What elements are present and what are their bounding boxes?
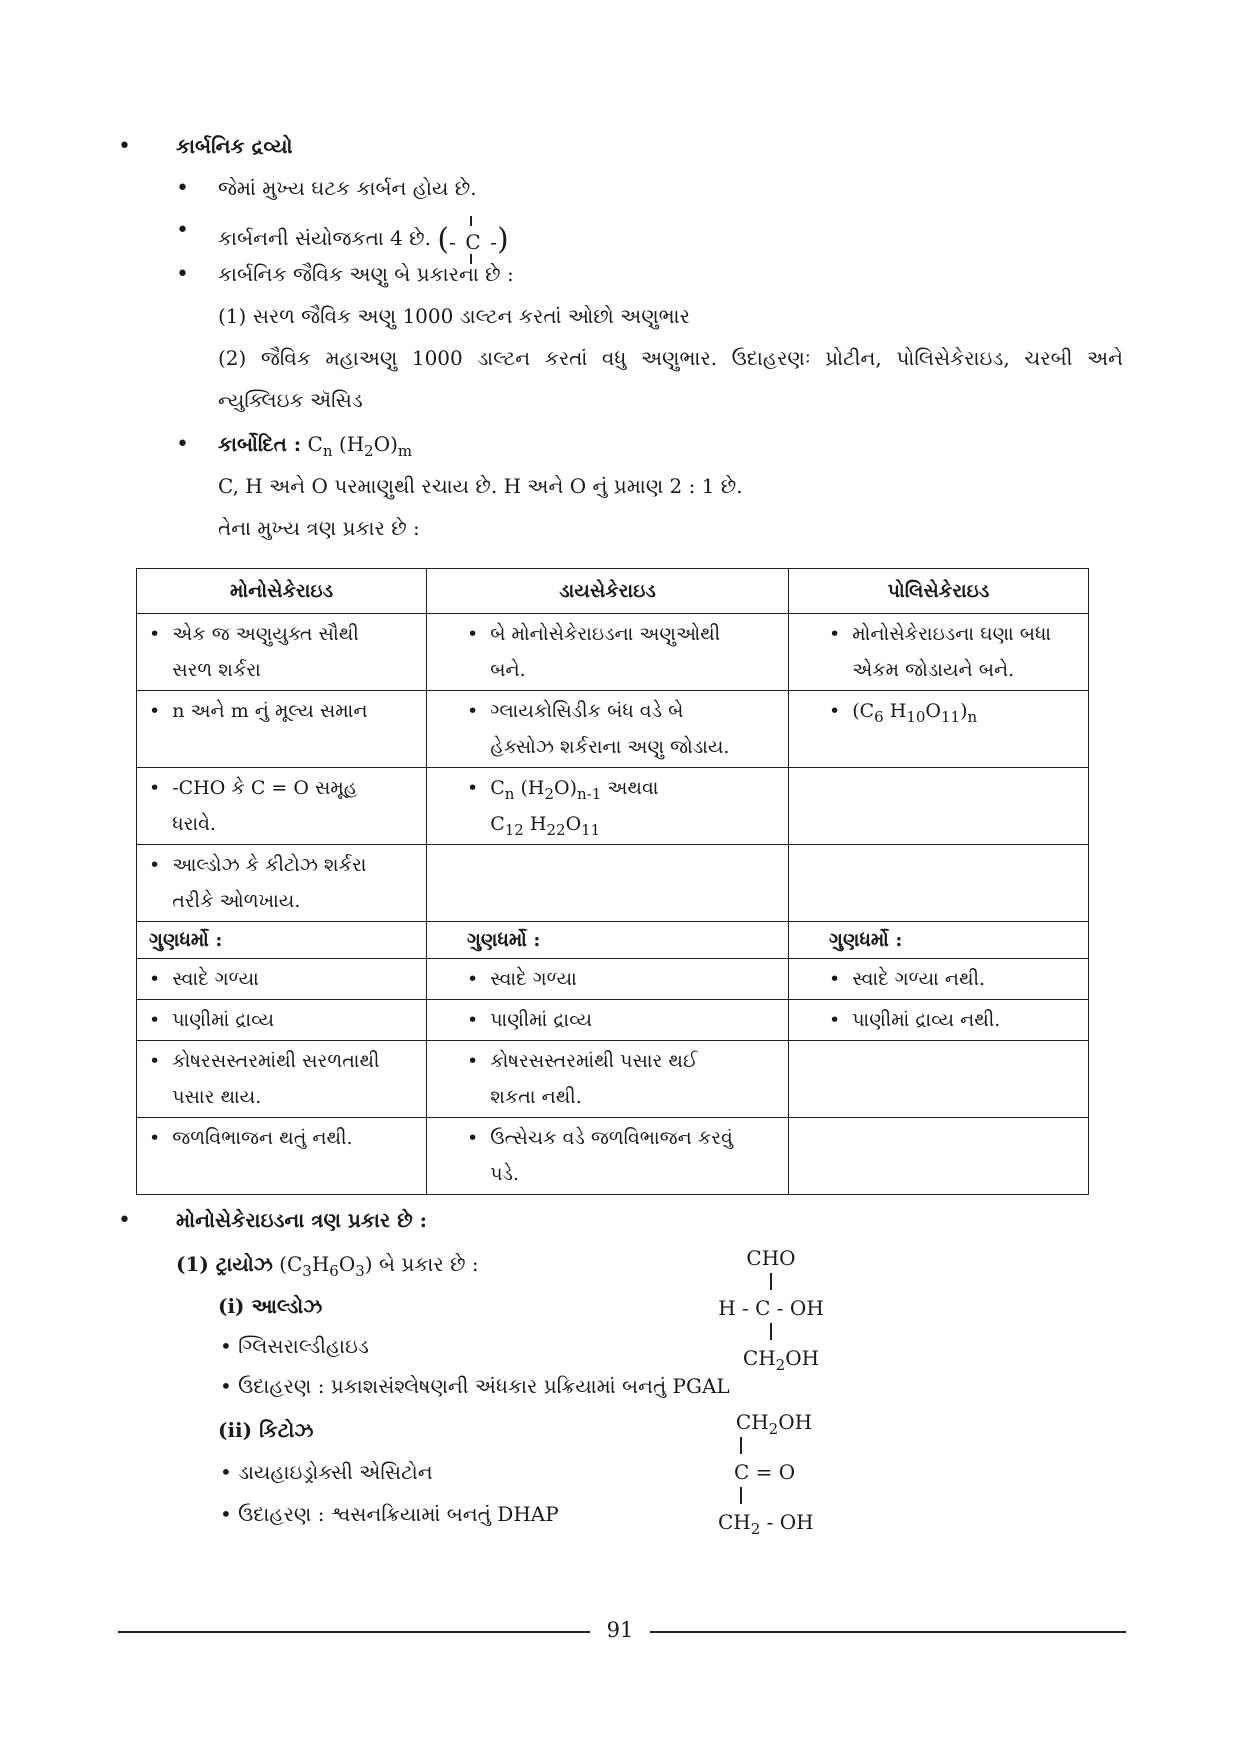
table-row: • આલ્ડોઝ કે કીટોઝ શર્કરા તરીકે ઓળખાય.: [137, 845, 1089, 922]
section-title-mono: મોનોસેકેરાઇડના ત્રણ પ્રકાર છે :: [176, 1208, 427, 1232]
type-line-2-cont: ન્યુક્લિઇક ઍસિડ: [218, 388, 363, 412]
list-bullet: •: [176, 262, 189, 287]
section-bullet: •: [118, 134, 131, 159]
triose-line: (1) ટ્રાયોઝ $(C_3H_6O_3)$ બે પ્રકાર છે :: [176, 1252, 479, 1280]
dihydroxyacetone-structure: $CH_2OH$ C = O $CH_2$ - OH: [718, 1410, 814, 1538]
list-item: • ઉદાહરણ : પ્રકાશસંશ્લેષણની અંધકાર પ્રક્રિયામાં બનતું PGAL: [220, 1374, 730, 1398]
table-row-properties-header: ગુણધર્મો : ગુણધર્મો : ગુણધર્મો :: [137, 922, 1089, 959]
carbohydrate-formula: $C_n$ $(H_2O)_m$: [307, 432, 413, 460]
carbohydrate-desc: C, H અને O પરમાણુથી રચાય છે. H અને O નું પ્રમાણ 2 : 1 છે.: [218, 474, 743, 498]
glyceraldehyde-structure: CHO H - C - OH $CH_2OH$: [718, 1246, 824, 1374]
list-item: • ઉદાહરણ : શ્વસનક્રિયામાં બનતું DHAP: [220, 1502, 559, 1526]
carbohydrate-label: કાર્બોદિત :: [218, 432, 302, 456]
valency-symbol: (- C -): [437, 222, 508, 257]
table-row: • એક જ અણુયુક્ત સૌથી સરળ શર્કરા • બે મોનોસેકેરાઇડના અણુઓથી બને. • મોનોસેકેરાઇડના ઘણા બધા એકમ જોડાયને બને.: [137, 614, 1089, 691]
list-item: કાર્બનિક જૈવિક અણુ બે પ્રકારના છે :: [218, 262, 514, 286]
page-number: 91: [606, 1618, 634, 1642]
di-formula: $C_n$ $(H_2O)_{n-1}$ અથવા $C_{12}$ $H_{22}O_{11}$: [490, 777, 659, 839]
carbohydrate-table: [136, 568, 1089, 1195]
footer-rule-right: [650, 1631, 1126, 1633]
table-header-poly: પોલિસેકેરાઇડ: [789, 569, 1089, 614]
list-bullet: •: [176, 432, 189, 457]
list-item: જેમાં મુખ્ય ઘટક કાર્બન હોય છે.: [218, 176, 477, 200]
table-row: • જળવિભાજન થતું નથી. • ઉત્સેચક વડે જળવિભાજન કરવું પડે.: [137, 1118, 1089, 1195]
ketose-label: (ii) કિટોઝ: [218, 1418, 314, 1442]
section-bullet: •: [118, 1208, 131, 1233]
carbohydrate-line: [218, 432, 413, 460]
carbohydrate-types-intro: તેના મુખ્ય ત્રણ પ્રકાર છે :: [218, 516, 420, 540]
type-line-1: (1) સરળ જૈવિક અણુ 1000 ડાલ્ટન કરતાં ઓછો અણુભાર: [218, 304, 690, 328]
triose-formula: $(C_3H_6O_3)$: [272, 1252, 373, 1280]
valency-text: કાર્બનની સંયોજકતા 4 છે.: [218, 226, 431, 250]
list-item: • ગ્લિસરાલ્ડીહાઇડ: [220, 1334, 369, 1358]
table-row: • પાણીમાં દ્રાવ્ય • પાણીમાં દ્રાવ્ય • પાણીમાં દ્રાવ્ય નથી.: [137, 1000, 1089, 1041]
section-title-organic: કાર્બનિક દ્રવ્યો: [176, 134, 293, 158]
type-line-2: (2) જૈવિક મહાઅણુ 1000 ડાલ્ટન કરતાં વધુ અણુભાર. ઉદાહરણઃ પ્રોટીન, પોલિસેકેરાઇડ, ચરબી અને: [218, 346, 1123, 370]
table-row: • કોષરસસ્તરમાંથી સરળતાથી પસાર થાય. • કોષરસસ્તરમાંથી પસાર થઈ શકતા નથી.: [137, 1041, 1089, 1118]
list-item: [218, 218, 509, 257]
table-row: • -CHO કે C = O સમૂહ ધરાવે. • $C_n$ $(H_2O)_{n-1}$ અથવા $C_{12}$ $H_{22}O_{11}$: [137, 768, 1089, 845]
list-bullet: •: [176, 218, 189, 243]
list-item: • ડાયહાઇડ્રોક્સી એસિટોન: [220, 1460, 433, 1484]
table-row: • સ્વાદે ગળ્યા • સ્વાદે ગળ્યા • સ્વાદે ગળ્યા નથી.: [137, 959, 1089, 1000]
poly-formula: ($C_6$ $H_{10}O_{11})_n$: [852, 700, 978, 726]
list-bullet: •: [176, 176, 189, 201]
table-header-di: ડાયસેકેરાઇડ: [427, 569, 789, 614]
footer-rule-left: [118, 1631, 590, 1633]
table-row: • n અને m નું મૂલ્ય સમાન • ગ્લાયકોસિડીક બંધ વડે બે હેક્સોઝ શર્કરાના અણુ જોડાય. • ($C_6$ $H_{10}O_{11})_n$: [137, 691, 1089, 768]
table-header-mono: મોનોસેકેરાઇડ: [137, 569, 427, 614]
aldose-label: (i) આલ્ડોઝ: [218, 1294, 323, 1318]
